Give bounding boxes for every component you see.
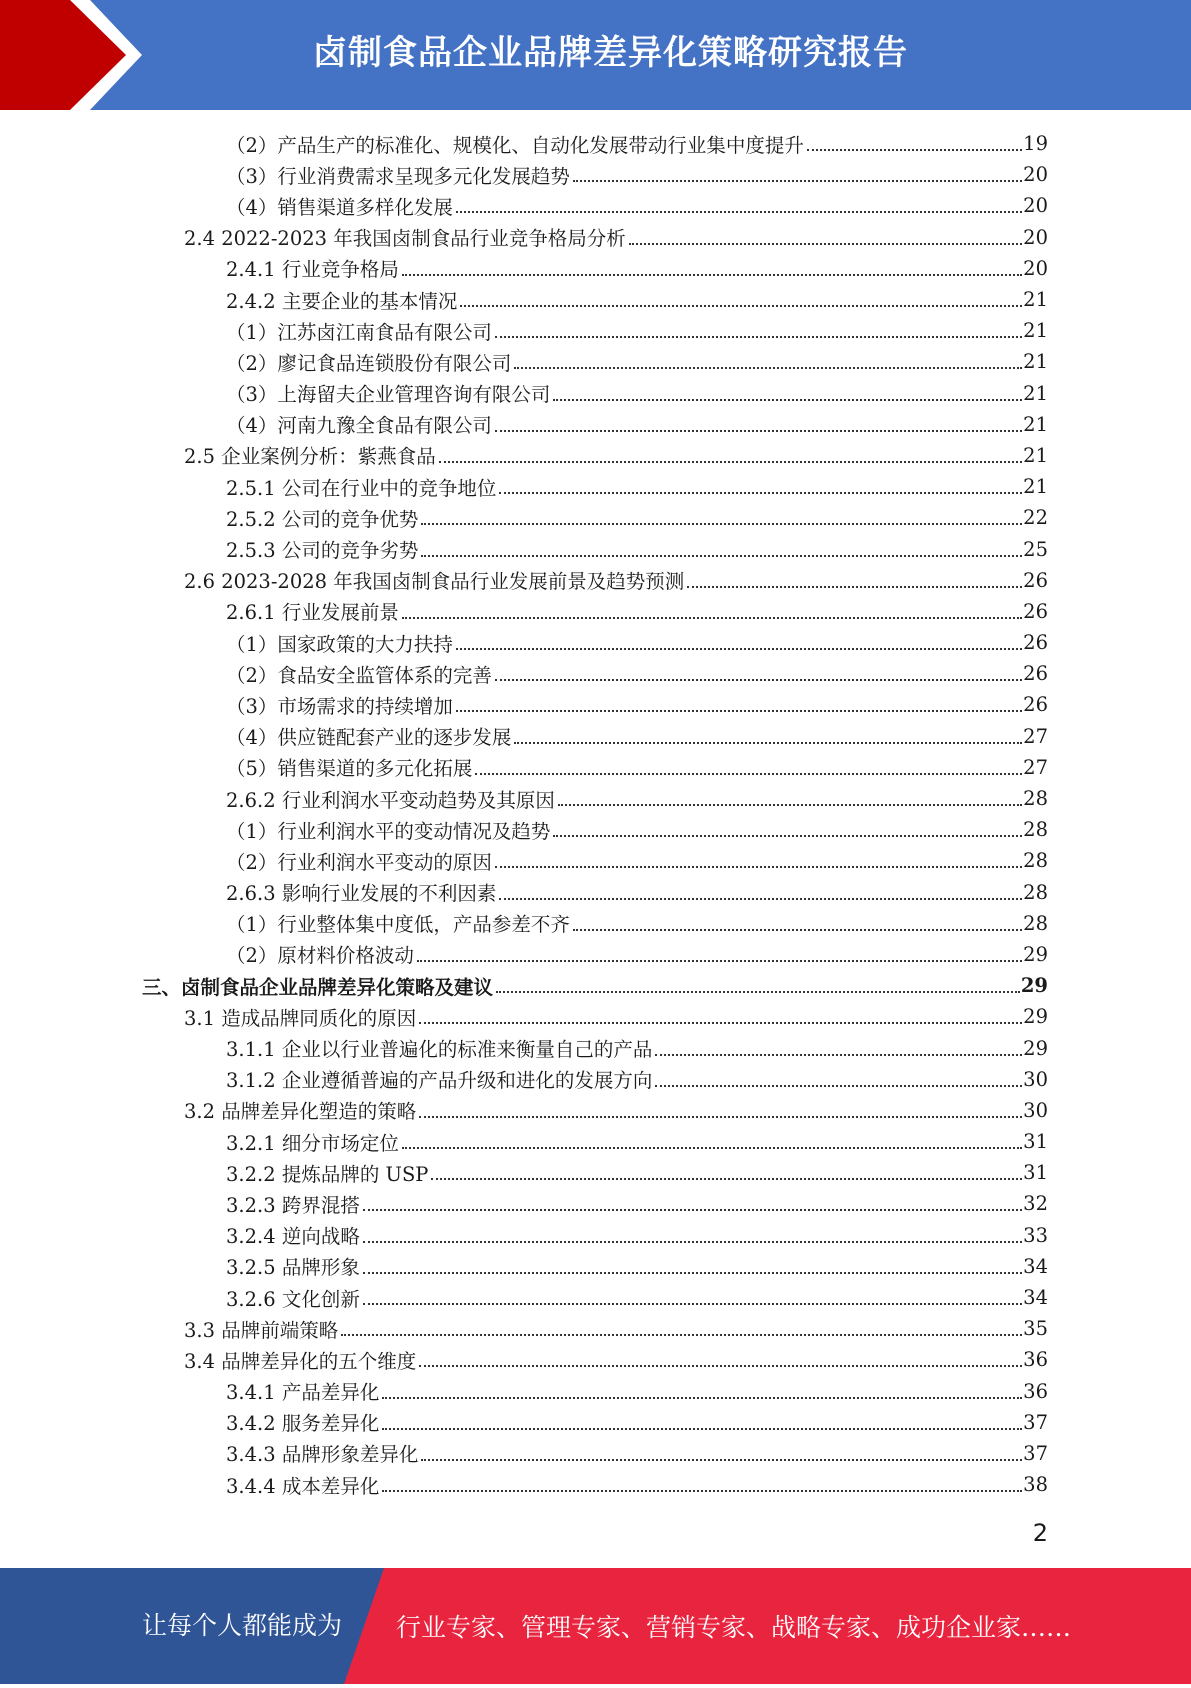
toc-entry-page: 20 xyxy=(1023,163,1048,187)
toc-entry-label: 3.2.6 文化创新 xyxy=(226,1287,360,1311)
toc-dot-leader xyxy=(573,928,1022,931)
toc-dot-leader xyxy=(419,1115,1022,1118)
toc-entry-page: 27 xyxy=(1023,755,1048,779)
toc-entry[interactable] xyxy=(0,627,1191,658)
toc-entry[interactable] xyxy=(0,440,1191,471)
toc-entry-page: 37 xyxy=(1023,1441,1048,1465)
toc-entry[interactable] xyxy=(0,502,1191,533)
toc-dot-leader xyxy=(687,585,1022,588)
toc-entry-page: 29 xyxy=(1023,1036,1048,1060)
toc-entry-page: 21 xyxy=(1023,475,1048,499)
toc-entry-label: 三、卤制食品企业品牌差异化策略及建议 xyxy=(142,975,494,999)
toc-entry-page: 30 xyxy=(1023,1067,1048,1091)
toc-entry-page: 26 xyxy=(1023,599,1048,623)
toc-entry-page: 26 xyxy=(1023,693,1048,717)
toc-entry-page: 25 xyxy=(1023,537,1048,561)
toc-entry-label: 3.1.1 企业以行业普遍化的标准来衡量自己的产品 xyxy=(226,1038,653,1062)
toc-entry-page: 31 xyxy=(1023,1130,1048,1154)
toc-entry[interactable] xyxy=(0,908,1191,939)
toc-entry-label: （2）行业利润水平变动的原因 xyxy=(226,850,492,874)
toc-entry-label: 2.5.1 公司在行业中的竞争地位 xyxy=(226,476,497,500)
toc-entry-page: 20 xyxy=(1023,225,1048,249)
toc-entry-page: 28 xyxy=(1023,787,1048,811)
toc-entry-label: 2.6 2023-2028 年我国卤制食品行业发展前景及趋势预测 xyxy=(184,570,685,594)
toc-dot-leader xyxy=(382,1396,1022,1399)
toc-entry-label: （4）销售渠道多样化发展 xyxy=(226,195,453,219)
toc-dot-leader xyxy=(421,554,1022,557)
toc-entry-label: 2.5.3 公司的竞争劣势 xyxy=(226,539,419,563)
toc-entry-label: （4）河南九豫全食品有限公司 xyxy=(226,414,492,438)
toc-dot-leader xyxy=(495,678,1022,681)
toc-entry-page: 28 xyxy=(1023,818,1048,842)
toc-entry-label: 3.4 品牌差异化的五个维度 xyxy=(184,1349,417,1373)
toc-entry[interactable] xyxy=(0,378,1191,409)
toc-entry-label: 2.6.3 影响行业发展的不利因素 xyxy=(226,882,497,906)
toc-dot-leader xyxy=(475,772,1022,775)
toc-entry-label: 3.2.3 跨界混搭 xyxy=(226,1193,360,1217)
toc-entry[interactable] xyxy=(0,1157,1191,1188)
toc-entry[interactable] xyxy=(0,1126,1191,1157)
toc-entry-label: 3.4.2 服务差异化 xyxy=(226,1412,380,1436)
toc-entry[interactable] xyxy=(0,253,1191,284)
toc-entry[interactable] xyxy=(0,1032,1191,1063)
toc-entry[interactable] xyxy=(0,1188,1191,1219)
toc-dot-leader xyxy=(417,959,1022,962)
toc-entry-page: 21 xyxy=(1023,443,1048,467)
toc-dot-leader xyxy=(402,1146,1022,1149)
toc-entry[interactable] xyxy=(0,721,1191,752)
toc-entry-label: （5）销售渠道的多元化拓展 xyxy=(226,757,473,781)
toc-entry-page: 32 xyxy=(1023,1192,1048,1216)
toc-entry-label: 2.4.2 主要企业的基本情况 xyxy=(226,289,458,313)
toc-entry[interactable] xyxy=(0,1001,1191,1032)
toc-dot-leader xyxy=(341,1333,1022,1336)
toc-dot-leader xyxy=(495,865,1022,868)
toc-dot-leader xyxy=(419,1021,1022,1024)
report-title: 卤制食品企业品牌差异化策略研究报告 xyxy=(313,33,908,73)
toc-entry-page: 31 xyxy=(1023,1161,1048,1185)
toc-entry[interactable] xyxy=(0,1251,1191,1282)
toc-dot-leader xyxy=(553,398,1022,401)
toc-entry[interactable] xyxy=(0,1220,1191,1251)
toc-dot-leader xyxy=(807,148,1022,151)
toc-entry-label: 3.2.5 品牌形象 xyxy=(226,1256,360,1280)
toc-entry-page: 21 xyxy=(1023,288,1048,312)
toc-dot-leader xyxy=(629,242,1022,245)
toc-entry[interactable] xyxy=(0,689,1191,720)
toc-entry[interactable] xyxy=(0,814,1191,845)
toc-dot-leader xyxy=(456,647,1022,650)
toc-entry-page: 34 xyxy=(1023,1254,1048,1278)
toc-entry-label: 3.4.4 成本差异化 xyxy=(226,1474,380,1498)
toc-entry[interactable] xyxy=(0,471,1191,502)
toc-entry[interactable] xyxy=(0,190,1191,221)
toc-dot-leader xyxy=(558,803,1022,806)
toc-entry-label: 3.1.2 企业遵循普遍的产品升级和进化的发展方向 xyxy=(226,1069,653,1093)
toc-entry[interactable] xyxy=(0,284,1191,315)
toc-dot-leader xyxy=(363,1271,1022,1274)
toc-entry[interactable] xyxy=(0,159,1191,190)
toc-entry-page: 28 xyxy=(1023,911,1048,935)
toc-entry-label: 2.6.2 行业利润水平变动趋势及其原因 xyxy=(226,788,555,812)
toc-entry-page: 19 xyxy=(1023,132,1048,156)
page-header xyxy=(0,0,1191,110)
page-number: 2 xyxy=(1032,1519,1048,1547)
toc-dot-leader xyxy=(421,1458,1022,1461)
toc-entry-page: 37 xyxy=(1023,1410,1048,1434)
toc-entry-page: 38 xyxy=(1023,1473,1048,1497)
toc-dot-leader xyxy=(573,179,1022,182)
toc-dot-leader xyxy=(439,460,1022,463)
toc-entry-label: （3）市场需求的持续增加 xyxy=(226,694,453,718)
toc-dot-leader xyxy=(496,990,1020,993)
toc-entry-page: 27 xyxy=(1023,724,1048,748)
toc-entry[interactable] xyxy=(0,1407,1191,1438)
toc-dot-leader xyxy=(363,1302,1022,1305)
toc-entry-label: （2）食品安全监管体系的完善 xyxy=(226,663,492,687)
toc-entry[interactable] xyxy=(0,1469,1191,1500)
toc-dot-leader xyxy=(495,429,1022,432)
toc-entry-label: （2）原材料价格波动 xyxy=(226,944,414,968)
toc-entry[interactable] xyxy=(0,877,1191,908)
toc-dot-leader xyxy=(456,709,1022,712)
toc-dot-leader xyxy=(421,522,1022,525)
toc-entry[interactable] xyxy=(0,315,1191,346)
toc-dot-leader xyxy=(553,834,1022,837)
toc-entry-label: 2.4.1 行业竞争格局 xyxy=(226,258,399,282)
toc-dot-leader xyxy=(495,335,1022,338)
toc-entry[interactable] xyxy=(0,783,1191,814)
toc-entry-label: 3.4.3 品牌形象差异化 xyxy=(226,1443,419,1467)
table-of-contents xyxy=(0,128,1191,1500)
toc-entry-page: 29 xyxy=(1020,974,1048,998)
toc-dot-leader xyxy=(514,741,1022,744)
toc-entry-page: 29 xyxy=(1023,942,1048,966)
toc-entry[interactable] xyxy=(0,1064,1191,1095)
toc-entry[interactable] xyxy=(0,1376,1191,1407)
toc-entry-label: 3.1 造成品牌同质化的原因 xyxy=(184,1006,417,1030)
toc-entry-label: 2.6.1 行业发展前景 xyxy=(226,601,399,625)
toc-entry-label: （1）江苏卤江南食品有限公司 xyxy=(226,320,492,344)
toc-entry-page: 30 xyxy=(1023,1098,1048,1122)
toc-entry-label: 2.4 2022-2023 年我国卤制食品行业竞争格局分析 xyxy=(184,227,626,251)
page-footer xyxy=(0,1568,1191,1684)
toc-entry[interactable] xyxy=(0,845,1191,876)
toc-entry[interactable] xyxy=(0,658,1191,689)
toc-entry[interactable] xyxy=(0,222,1191,253)
toc-entry-page: 34 xyxy=(1023,1286,1048,1310)
toc-entry-page: 26 xyxy=(1023,568,1048,592)
toc-dot-leader xyxy=(402,616,1022,619)
toc-entry-label: （4）供应链配套产业的逐步发展 xyxy=(226,726,512,750)
toc-entry-page: 21 xyxy=(1023,412,1048,436)
toc-entry-label: 2.5.2 公司的竞争优势 xyxy=(226,507,419,531)
toc-entry-label: 3.2 品牌差异化塑造的策略 xyxy=(184,1100,417,1124)
toc-entry[interactable] xyxy=(0,409,1191,440)
toc-entry-page: 36 xyxy=(1023,1348,1048,1372)
toc-dot-leader xyxy=(382,1489,1022,1492)
toc-entry[interactable] xyxy=(0,565,1191,596)
toc-dot-leader xyxy=(419,1364,1022,1367)
toc-entry[interactable] xyxy=(0,1313,1191,1344)
toc-entry-label: 3.3 品牌前端策略 xyxy=(184,1318,339,1342)
toc-entry-page: 22 xyxy=(1023,506,1048,530)
toc-entry-page: 26 xyxy=(1023,662,1048,686)
toc-entry-label: （1）行业利润水平的变动情况及趋势 xyxy=(226,819,551,843)
toc-entry-label: 3.2.2 提炼品牌的 USP xyxy=(226,1162,429,1186)
toc-dot-leader xyxy=(514,366,1022,369)
toc-entry-page: 21 xyxy=(1023,381,1048,405)
toc-entry-label: （3）上海留夫企业管理咨询有限公司 xyxy=(226,383,551,407)
toc-entry-page: 33 xyxy=(1023,1223,1048,1247)
toc-entry-page: 21 xyxy=(1023,319,1048,343)
toc-dot-leader xyxy=(655,1084,1022,1087)
toc-entry[interactable] xyxy=(0,1282,1191,1313)
toc-entry-label: （3）行业消费需求呈现多元化发展趋势 xyxy=(226,164,570,188)
toc-dot-leader xyxy=(499,897,1022,900)
toc-entry-label: 3.2.4 逆向战略 xyxy=(226,1225,360,1249)
toc-dot-leader xyxy=(499,491,1022,494)
toc-entry[interactable] xyxy=(0,596,1191,627)
toc-entry-page: 20 xyxy=(1023,256,1048,280)
toc-entry-page: 35 xyxy=(1023,1317,1048,1341)
toc-entry[interactable] xyxy=(0,1344,1191,1375)
toc-entry-label: （1）国家政策的大力扶持 xyxy=(226,632,453,656)
toc-entry-page: 29 xyxy=(1023,1005,1048,1029)
toc-dot-leader xyxy=(363,1240,1022,1243)
toc-entry-page: 26 xyxy=(1023,631,1048,655)
footer-slogan-left: 让每个人都能成为 xyxy=(142,1611,343,1640)
toc-entry-label: （1）行业整体集中度低，产品参差不齐 xyxy=(226,913,570,937)
footer-slogan-right: 行业专家、管理专家、营销专家、战略专家、成功企业家…… xyxy=(396,1613,1072,1642)
toc-entry-label: 3.2.1 细分市场定位 xyxy=(226,1131,399,1155)
toc-dot-leader xyxy=(456,210,1022,213)
toc-entry[interactable] xyxy=(0,1438,1191,1469)
toc-dot-leader xyxy=(382,1427,1022,1430)
toc-dot-leader xyxy=(363,1208,1022,1211)
toc-entry[interactable] xyxy=(0,346,1191,377)
toc-entry-label: 3.4.1 产品差异化 xyxy=(226,1381,380,1405)
toc-entry-page: 21 xyxy=(1023,350,1048,374)
toc-entry-page: 20 xyxy=(1023,194,1048,218)
toc-dot-leader xyxy=(655,1053,1022,1056)
toc-dot-leader xyxy=(460,304,1022,307)
toc-entry[interactable] xyxy=(0,1095,1191,1126)
toc-entry-page: 28 xyxy=(1023,880,1048,904)
toc-entry[interactable] xyxy=(0,939,1191,970)
toc-entry-page: 36 xyxy=(1023,1379,1048,1403)
toc-dot-leader xyxy=(431,1177,1022,1180)
toc-entry[interactable] xyxy=(0,752,1191,783)
toc-entry[interactable] xyxy=(0,533,1191,564)
toc-entry-label: 2.5 企业案例分析：紫燕食品 xyxy=(184,445,436,469)
toc-entry-page: 28 xyxy=(1023,849,1048,873)
toc-entry-label: （2）廖记食品连锁股份有限公司 xyxy=(226,351,512,375)
toc-entry[interactable] xyxy=(0,970,1191,1001)
toc-entry-label: （2）产品生产的标准化、规模化、自动化发展带动行业集中度提升 xyxy=(226,133,804,157)
toc-entry[interactable] xyxy=(0,128,1191,159)
toc-dot-leader xyxy=(402,273,1022,276)
